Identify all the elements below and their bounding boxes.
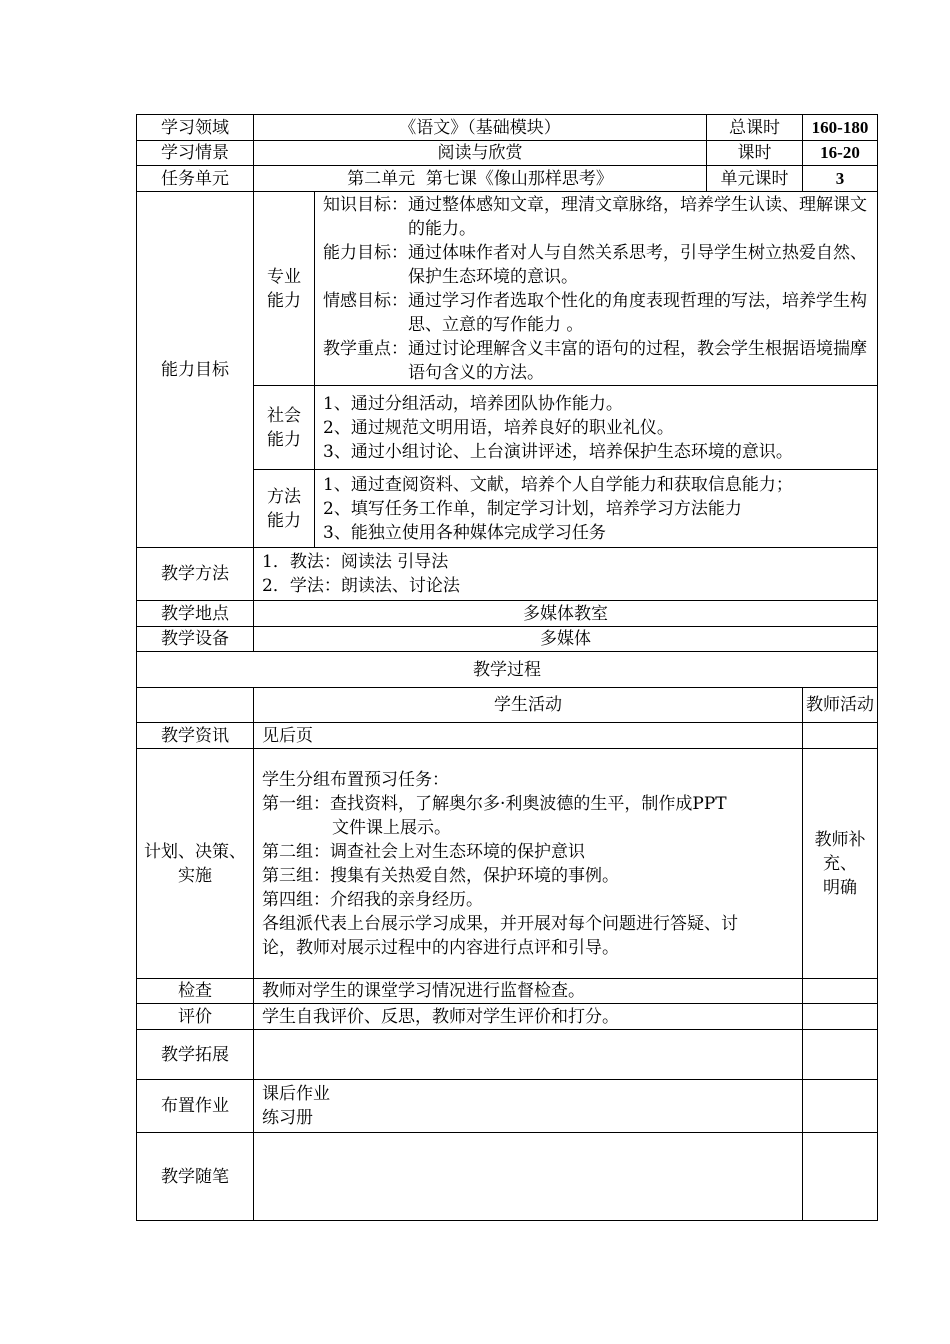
homework-teacher xyxy=(803,1080,878,1133)
professional-label-line1: 专业 xyxy=(267,266,301,287)
plan-line: 第三组：搜集有关热爱自然，保护环境的事例。 xyxy=(262,865,619,886)
extend-student xyxy=(254,1030,803,1080)
plan-teacher-line2: 明确 xyxy=(823,877,857,898)
unit-hours-value: 3 xyxy=(803,166,878,192)
homework-line2: 练习册 xyxy=(262,1108,313,1128)
plan-line: 学生分组布置预习任务： xyxy=(262,769,449,790)
process-title: 教学过程 xyxy=(137,652,878,688)
notes-student xyxy=(254,1133,803,1221)
plan-line: 各组派代表上台展示学习成果，并开展对每个问题进行答疑、讨 xyxy=(262,913,738,934)
location-value: 多媒体教室 xyxy=(254,601,878,627)
social-label xyxy=(254,386,315,470)
goal-focus-text: 通过讨论理解含义丰富的语句的过程，教会学生根据语境揣摩语句含义的方法。 xyxy=(408,339,867,383)
social-label-line2: 能力 xyxy=(267,429,301,450)
goal-knowledge-text: 通过整体感知文章，理清文章脉络，培养学生认读、理解课文的能力。 xyxy=(408,195,867,239)
professional-goals xyxy=(315,192,878,386)
method-label xyxy=(254,470,315,548)
situation-label: 学习情景 xyxy=(137,141,254,166)
goal-ability xyxy=(323,241,871,289)
social-item: 1、通过分组活动，培养团队协作能力。 xyxy=(323,393,623,414)
row-process-title xyxy=(137,652,878,688)
row-extend xyxy=(137,1030,878,1080)
evaluate-teacher xyxy=(803,1004,878,1030)
row-plan xyxy=(137,749,878,979)
row-situation xyxy=(137,141,878,166)
plan-label xyxy=(137,749,254,979)
info-student: 见后页 xyxy=(254,723,803,749)
lesson-plan-table xyxy=(136,114,878,1221)
hours-value: 16-20 xyxy=(803,141,878,166)
notes-label: 教学随笔 xyxy=(137,1133,254,1221)
unit-hours-label: 单元课时 xyxy=(707,166,803,192)
plan-line: 论，教师对展示过程中的内容进行点评和引导。 xyxy=(262,937,619,958)
method-item: 3、能独立使用各种媒体完成学习任务 xyxy=(323,522,606,543)
row-location xyxy=(137,601,878,627)
evaluate-student: 学生自我评价、反思，教师对学生评价和打分。 xyxy=(254,1004,803,1030)
method-item: 2、填写任务工作单，制定学习计划，培养学习方法能力 xyxy=(323,498,742,519)
teaching-method-label: 教学方法 xyxy=(137,548,254,601)
plan-label-line2: 实施 xyxy=(178,865,212,886)
check-teacher xyxy=(803,979,878,1004)
row-professional-ability xyxy=(137,192,878,386)
row-notes xyxy=(137,1133,878,1221)
row-equipment xyxy=(137,627,878,652)
professional-label-line2: 能力 xyxy=(267,290,301,311)
teaching-method-items xyxy=(254,548,878,601)
equipment-value: 多媒体 xyxy=(254,627,878,652)
hours-label: 课时 xyxy=(707,141,803,166)
plan-line: 文件课上展示。 xyxy=(332,817,451,838)
row-evaluate xyxy=(137,1004,878,1030)
domain-label: 学习领域 xyxy=(137,115,254,141)
extend-teacher xyxy=(803,1030,878,1080)
process-header-blank xyxy=(137,688,254,723)
plan-label-line1: 计划、决策、 xyxy=(144,841,246,862)
evaluate-label: 评价 xyxy=(137,1004,254,1030)
goal-knowledge-label: 知识目标： xyxy=(323,195,408,215)
social-label-line1: 社会 xyxy=(267,405,301,426)
plan-teacher xyxy=(803,749,878,979)
row-info xyxy=(137,723,878,749)
goal-emotion-text: 通过学习作者选取个性化的角度表现哲理的写法，培养学生构思、立意的写作能力 。 xyxy=(408,291,867,335)
plan-line: 第四组：介绍我的亲身经历。 xyxy=(262,889,483,910)
social-item: 2、通过规范文明用语，培养良好的职业礼仪。 xyxy=(323,417,674,438)
homework-label: 布置作业 xyxy=(137,1080,254,1133)
teacher-activity-header: 教师活动 xyxy=(803,688,878,723)
row-homework xyxy=(137,1080,878,1133)
student-activity-header: 学生活动 xyxy=(254,688,803,723)
method-label-line2: 能力 xyxy=(267,510,301,531)
professional-label xyxy=(254,192,315,386)
unit-label: 任务单元 xyxy=(137,166,254,192)
homework-student xyxy=(254,1080,803,1133)
notes-teacher xyxy=(803,1133,878,1221)
plan-teacher-line1: 教师补充、 xyxy=(814,829,866,874)
teaching-method-item: 2．学法：朗读法、讨论法 xyxy=(262,576,460,596)
row-domain xyxy=(137,115,878,141)
ability-label: 能力目标 xyxy=(137,192,254,548)
plan-line: 第二组：调查社会上对生态环境的保护意识 xyxy=(262,841,585,862)
social-item: 3、通过小组讨论、上台演讲评述，培养保护生态环境的意识。 xyxy=(323,441,793,462)
plan-line: 第一组：查找资料，了解奥尔多·利奥波德的生平，制作成PPT xyxy=(262,793,727,814)
check-student: 教师对学生的课堂学习情况进行监督检查。 xyxy=(254,979,803,1004)
total-hours-value: 160-180 xyxy=(803,115,878,141)
goal-knowledge xyxy=(323,193,871,241)
homework-line1: 课后作业 xyxy=(262,1084,330,1104)
info-label: 教学资讯 xyxy=(137,723,254,749)
info-teacher xyxy=(803,723,878,749)
domain-value: 《语文》（基础模块） xyxy=(254,115,707,141)
goal-focus-label: 教学重点： xyxy=(323,339,408,359)
method-items xyxy=(315,470,878,548)
plan-student xyxy=(254,749,803,979)
goal-emotion xyxy=(323,289,871,337)
method-item: 1、通过查阅资料、文献，培养个人自学能力和获取信息能力； xyxy=(323,474,793,495)
unit-value: 第二单元 第七课《像山那样思考》 xyxy=(254,166,707,192)
extend-label: 教学拓展 xyxy=(137,1030,254,1080)
total-hours-label: 总课时 xyxy=(707,115,803,141)
row-process-header xyxy=(137,688,878,723)
goal-emotion-label: 情感目标： xyxy=(323,291,408,311)
location-label: 教学地点 xyxy=(137,601,254,627)
goal-ability-label: 能力目标： xyxy=(323,243,408,263)
social-items xyxy=(315,386,878,470)
method-label-line1: 方法 xyxy=(267,486,301,507)
teaching-method-item: 1．教法：阅读法 引导法 xyxy=(262,552,449,572)
goal-focus xyxy=(323,337,871,385)
row-check xyxy=(137,979,878,1004)
row-unit xyxy=(137,166,878,192)
row-teaching-method xyxy=(137,548,878,601)
goal-ability-text: 通过体味作者对人与自然关系思考，引导学生树立热爱自然、保护生态环境的意识。 xyxy=(408,243,867,287)
equipment-label: 教学设备 xyxy=(137,627,254,652)
situation-value: 阅读与欣赏 xyxy=(254,141,707,166)
check-label: 检查 xyxy=(137,979,254,1004)
